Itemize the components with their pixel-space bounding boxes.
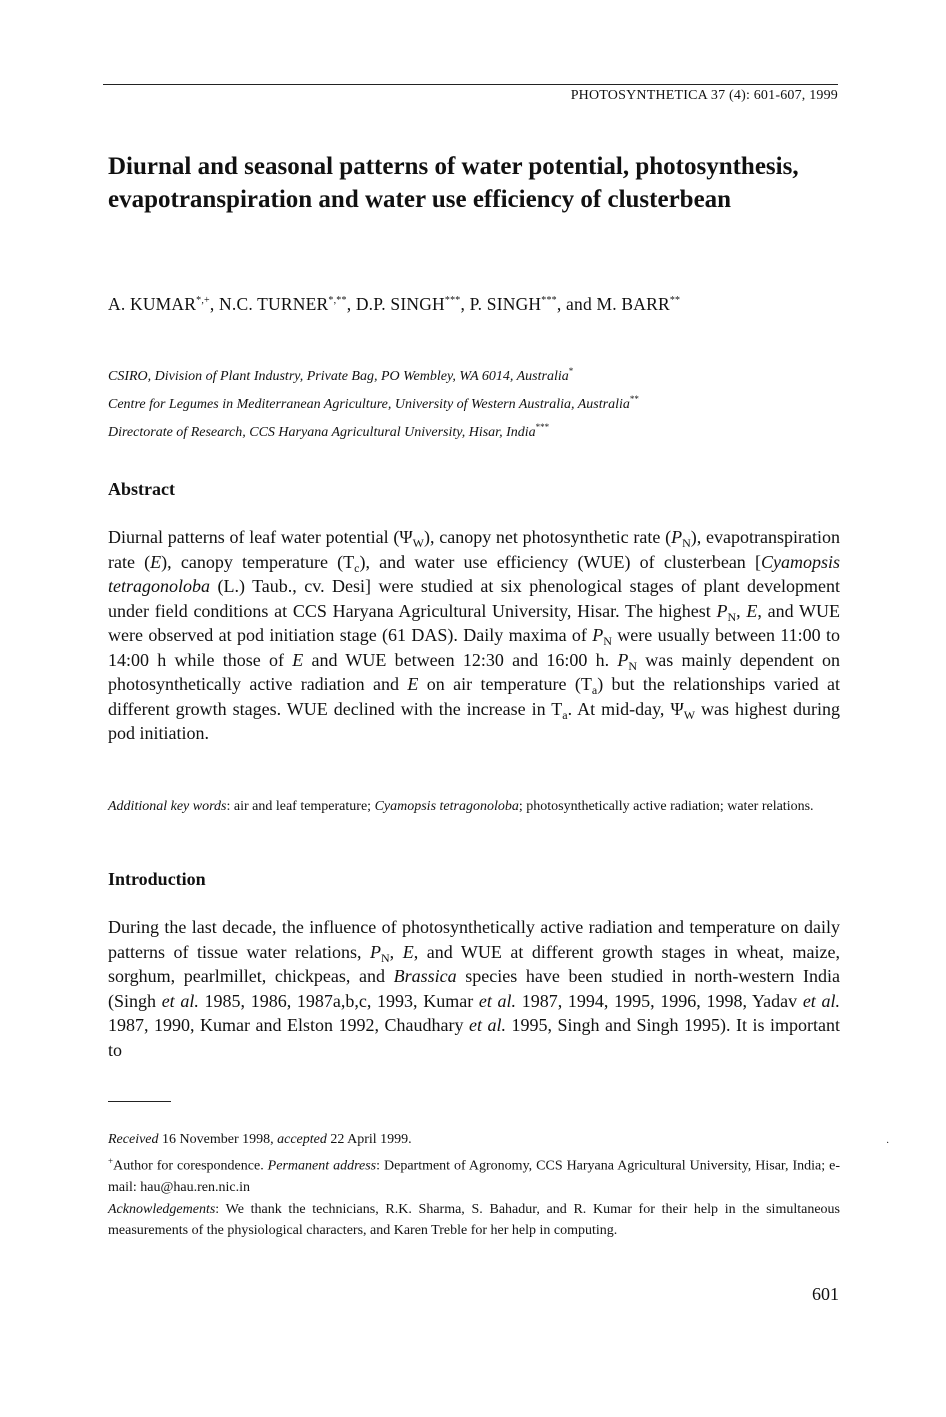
symbol-e: E (407, 674, 419, 694)
symbol-p: P (370, 941, 381, 962)
subscript: W (683, 707, 696, 722)
affiliation-line (108, 388, 639, 416)
author-name: D.P. SINGH (355, 294, 445, 314)
species-name: Cyamopsis tetragonoloba (374, 799, 519, 814)
abstract-fragment: ) but the relationships varied at different growth stages. WUE declined with the increase in T (108, 674, 841, 719)
acknowledgements-label: Acknowledgements (108, 1201, 216, 1217)
subscript: N (381, 950, 390, 965)
intro-fragment: , (389, 941, 403, 962)
author-mark: ** (669, 295, 681, 306)
footnote-rule (108, 1101, 171, 1102)
intro-fragment: 1987, 1994, 1995, 1996, 1998, Yadav (516, 990, 803, 1011)
subscript: N (603, 634, 612, 648)
footnotes (108, 1129, 840, 1242)
author-mark: *,** (328, 295, 347, 306)
affiliation-mark: *** (535, 422, 550, 432)
page-number: 601 (812, 1284, 839, 1304)
intro-fragment: species have been studied in north-western India (Singh (108, 966, 840, 1011)
abstract-fragment: ), canopy temperature (T (161, 551, 355, 572)
keywords-label: Additional key words (108, 799, 227, 814)
psi-symbol: Ψ (670, 698, 684, 719)
intro-fragment: 1987, 1990, Kumar and Elston 1992, Chaudhary (108, 1015, 469, 1035)
author-list (108, 294, 680, 315)
abstract-fragment: . At mid-day, (567, 698, 671, 719)
abstract-fragment: on air temperature (T (418, 674, 592, 694)
affiliation-text: Directorate of Research, CCS Haryana Agricultural University, Hisar, India (108, 425, 536, 440)
abstract-fragment: ), and water use efficiency (WUE) of clusterbean [ (359, 551, 761, 572)
subscript: c (354, 560, 360, 575)
intro-fragment: 1995, Singh and Singh 1995). It is important to (108, 1015, 841, 1060)
subscript: a (591, 683, 598, 697)
affiliations (108, 360, 639, 444)
symbol-p: P (592, 625, 604, 645)
permanent-address: : Department of Agronomy, CCS Haryana Agricultural University, Hisar, India; e-mail: hau@hau.ren.nic.in (108, 1158, 840, 1196)
accepted-label: accepted (277, 1132, 327, 1147)
abstract-fragment: , (736, 600, 747, 621)
affiliation-mark: ** (629, 394, 639, 404)
author-mark: *** (541, 295, 557, 306)
acknowledgements-note (108, 1199, 840, 1242)
symbol-e: E (292, 649, 304, 670)
author-mark: + (108, 1155, 114, 1166)
subscript: N (682, 536, 691, 550)
received-label: Received (108, 1132, 159, 1147)
et-al: et al. (478, 990, 517, 1011)
et-al: et al. (161, 990, 199, 1011)
introduction-heading: Introduction (108, 869, 206, 889)
symbol-e: E (402, 941, 414, 962)
symbol-e: E (150, 551, 162, 572)
author-name: P. SINGH (469, 294, 542, 314)
affiliation-mark: * (568, 366, 574, 376)
additional-keywords (108, 796, 840, 818)
psi-symbol: Ψ (399, 527, 413, 547)
abstract-heading: Abstract (108, 479, 175, 499)
affiliation-line (108, 416, 639, 444)
genus-name: Brassica (393, 966, 457, 986)
abstract-fragment: (L.) Taub., cv. Desi] were studied at six phenological stages of plant development under field conditions at CCS Haryana Agricultural University, Hisar. The highest (108, 576, 840, 621)
abstract-fragment: , and WUE were observed at pod initiation stage (61 DAS). Daily maxima of (108, 600, 840, 645)
received-note (108, 1129, 840, 1151)
species-name: Cyamopsis tetragonoloba (108, 551, 841, 596)
affiliation-line (108, 360, 639, 388)
speck-dot: · (886, 1138, 890, 1149)
symbol-p: P (617, 649, 629, 670)
abstract-text (108, 525, 840, 746)
subscript: N (628, 658, 638, 673)
abstract-fragment: ), evapotranspiration rate ( (108, 527, 840, 572)
subscript: N (727, 609, 737, 624)
abstract-fragment: was mainly dependent on photosynthetically active radiation and (108, 649, 841, 694)
intro-fragment: During the last decade, the influence of photosynthetically active radiation and temperature on daily patterns of tissue water relations, (108, 917, 840, 962)
author-mark: *** (444, 295, 461, 306)
received-date: 16 November 1998, (158, 1132, 278, 1147)
affiliation-text: CSIRO, Division of Plant Industry, Private Bag, PO Wembley, WA 6014, Australia (108, 369, 569, 384)
abstract-fragment: ), canopy net photosynthetic rate ( (423, 527, 672, 547)
intro-fragment: , and WUE at different growth stages in wheat, maize, sorghum, pearlmillet, chickpeas, and (108, 941, 840, 986)
abstract-fragment: Diurnal patterns of leaf water potential ( (108, 527, 400, 547)
keywords-fragment: ; photosynthetically active radiation; water relations. (518, 799, 814, 814)
paper-title: Diurnal and seasonal patterns of water potential, photosynthesis, evapotranspiration and water use efficiency of clusterbean (108, 153, 799, 213)
subscript: W (412, 536, 424, 550)
subscript: a (562, 707, 568, 722)
intro-fragment: 1985, 1986, 1987a,b,c, 1993, Kumar (198, 990, 479, 1011)
affiliation-text: Centre for Legumes in Mediterranean Agriculture, University of Western Australia, Australia (108, 397, 630, 412)
correspondence-text: Author for corespondence. (113, 1158, 268, 1174)
journal-citation: PHOTOSYNTHETICA 37 (4): 601-607, 1999 (570, 88, 838, 103)
permanent-label: Permanent address (267, 1158, 377, 1174)
introduction-text (108, 915, 840, 1062)
symbol-p: P (716, 600, 728, 621)
abstract-fragment: were usually between 11:00 to 14:00 h while those of (108, 625, 840, 670)
abstract-fragment: and WUE between 12:30 and 16:00 h. (303, 649, 618, 670)
accepted-date: 22 April 1999. (326, 1132, 412, 1147)
author-name: N.C. TURNER (219, 294, 329, 314)
correspondence-note (108, 1151, 840, 1199)
et-al: et al. (802, 990, 840, 1011)
acknowledgements-text: : We thank the technicians, R.K. Sharma, S. Bahadur, and R. Kumar for their help in the simultaneous measurements of the physiological characters, and Karen Treble for her help in computing. (108, 1201, 840, 1239)
author-name: M. BARR (596, 294, 670, 314)
header-rule (103, 84, 838, 85)
author-separator: , (209, 294, 220, 314)
symbol-p: P (671, 527, 683, 547)
abstract-fragment: was highest during pod initiation. (108, 698, 841, 743)
keywords-fragment: : air and leaf temperature; (226, 799, 375, 814)
author-separator: , and (556, 294, 597, 314)
author-name: A. KUMAR (108, 294, 197, 314)
et-al: et al. (468, 1015, 506, 1035)
author-separator: , (460, 294, 470, 314)
author-mark: *,+ (196, 295, 210, 306)
author-separator: , (346, 294, 356, 314)
symbol-e: E (746, 600, 758, 621)
